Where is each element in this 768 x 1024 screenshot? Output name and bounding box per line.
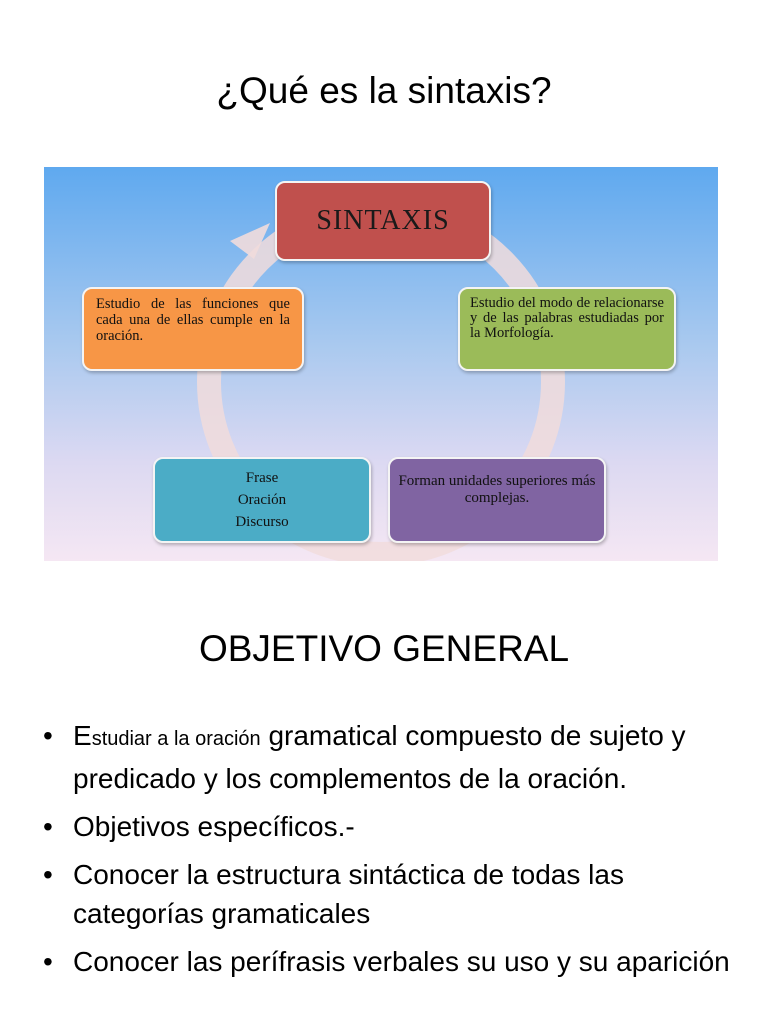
bullet-prefix-first-letter: E — [73, 720, 92, 751]
slide-title-sintaxis: ¿Qué es la sintaxis? — [216, 70, 552, 111]
list-item — [43, 855, 743, 933]
box-item-frase: Frase — [245, 470, 279, 486]
slide-title-objetivo: OBJETIVO GENERAL — [198, 628, 570, 669]
box-estudio-funciones-text: Estudio de las funciones que cada una de ellas cumple en la oración. — [96, 296, 290, 344]
box-item-oracion: Oración — [237, 492, 287, 508]
box-unidades-superiores-text: Forman unidades superiores más complejas. — [398, 473, 596, 506]
bullet-dot-icon: • — [43, 720, 53, 751]
bullet-dot-icon: • — [43, 946, 53, 977]
bullet-dot-icon: • — [43, 859, 53, 890]
box-estudio-funciones — [82, 287, 304, 371]
box-estudio-modo-text: Estudio del modo de relacionarse y de las palabras estudiadas por la Morfología. — [470, 295, 664, 341]
box-estudio-modo — [458, 287, 676, 371]
list-item — [43, 807, 743, 846]
bullet-text: Conocer la estructura sintáctica de todas las categorías gramaticales — [73, 859, 624, 929]
sintaxis-cycle-diagram — [44, 167, 718, 561]
bullet-text: Conocer las perífrasis verbales su uso y su aparición — [73, 946, 730, 977]
bullet-dot-icon: • — [43, 811, 53, 842]
list-item — [43, 942, 743, 981]
box-frase-oracion-discurso — [153, 457, 371, 543]
bullet-prefix-small: studiar a la oración — [91, 728, 261, 750]
box-unidades-superiores — [388, 457, 606, 543]
box-sintaxis — [275, 181, 491, 261]
list-item — [43, 716, 743, 798]
objectives-list — [43, 716, 743, 990]
box-item-discurso: Discurso — [235, 514, 289, 530]
box-sintaxis-label: SINTAXIS — [316, 205, 450, 236]
bullet-text: Objetivos específicos.- — [73, 811, 355, 842]
bullet-text: gramatical compuesto de sujeto y predicado y los complementos de la oración. — [73, 720, 686, 794]
